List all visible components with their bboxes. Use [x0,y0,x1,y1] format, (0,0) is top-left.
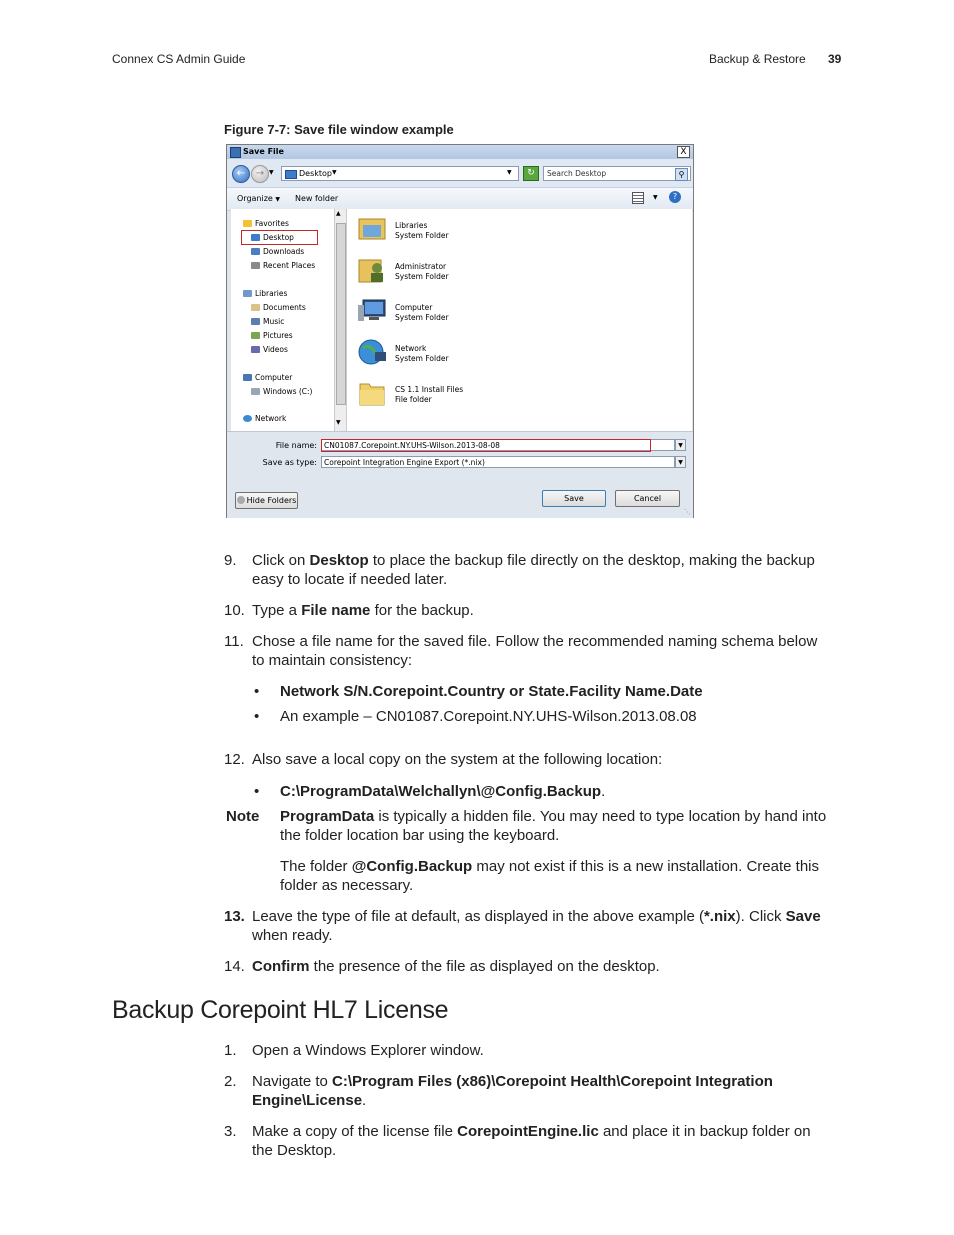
section-heading: Backup Corepoint HL7 License [112,996,449,1024]
music-icon [251,318,260,325]
organize-dropdown-icon: ▼ [275,196,281,203]
nav-computer[interactable] [243,373,292,382]
step-13 [252,907,852,945]
bullet-icon: • [254,708,260,725]
step-11-line-1: Chose a file name for the saved file. Follow the recommended naming schema below [252,633,818,650]
nav-computer-label: Computer [255,373,293,382]
step-11 [252,632,852,670]
step-number: 14. [224,958,245,975]
help-icon[interactable]: ? [669,191,681,203]
save-file-dialog [226,144,694,518]
step-9-text-c: to place the backup file directly on the desktop, making the backup [368,552,815,569]
note-p2-text-a: The folder [280,858,352,875]
note-p1-text-2: the folder location bar using the keyboard. [280,827,560,844]
step-10-text-a: Type a [252,602,302,619]
search-input[interactable] [543,166,691,181]
downloads-icon [251,248,260,255]
close-button[interactable]: X [677,146,690,158]
step-13-text-a: Leave the type of file at default, as displayed in the above example ( [252,908,704,925]
view-options-icon[interactable] [632,192,644,204]
section-title: Backup & Restore [709,52,806,66]
step-number: 12. [224,751,245,768]
scroll-up-icon[interactable]: ▲ [336,210,341,217]
desktop-highlight-box [241,230,318,245]
item-type: System Folder [395,313,449,322]
address-row [227,159,693,187]
hide-folders-button[interactable] [235,492,298,509]
organize-label: Organize [237,194,273,203]
item-type: System Folder [395,231,449,240]
save-as-type-label: Save as type: [262,458,317,467]
item-type: File folder [395,395,432,404]
backup-path-period: . [601,783,606,800]
address-dropdown-icon[interactable]: ▼ [507,169,512,176]
nav-network-label: Network [255,414,287,423]
save-as-type-dropdown-icon[interactable]: ▼ [675,456,686,468]
computer-icon [357,297,387,325]
item-name: Network [395,344,427,353]
user-folder-icon [357,256,387,284]
star-icon [243,220,252,227]
naming-schema: Network S/N.Corepoint.Country or State.Facility Name.Date [280,683,703,700]
step-13-nix: *.nix [703,908,736,925]
save-as-type-select[interactable]: Corepoint Integration Engine Export (*.nix) [321,456,675,468]
step-14-text: the presence of the file as displayed on the desktop. [309,958,660,975]
refresh-icon[interactable]: ↻ [523,166,539,181]
file-name-input[interactable]: CN01087.Corepoint.NY.UHS-Wilson.2013-08-08 [321,439,675,451]
address-text: Desktop [299,169,332,178]
nav-windows-c[interactable] [251,387,312,396]
license-step-2-period: . [362,1092,367,1109]
step-12: Also save a local copy on the system at the following location: [252,751,663,768]
note-config-backup: @Config.Backup [351,858,473,875]
note-p2-text-d: folder as necessary. [280,877,414,894]
page-number: 39 [828,52,842,66]
item-name: Administrator [395,262,447,271]
step-9-desktop: Desktop [309,552,369,569]
scroll-thumb[interactable] [336,223,346,405]
nav-libraries[interactable] [243,289,287,298]
nav-videos[interactable] [251,345,288,354]
step-9-text-d: easy to locate if needed later. [252,571,448,588]
nav-scrollbar[interactable] [334,209,346,431]
step-number: 11. [224,633,244,650]
bullet-icon: • [254,683,260,700]
file-name-dropdown-icon[interactable]: ▼ [675,439,686,451]
view-dropdown-icon[interactable]: ▼ [653,194,658,201]
libraries-icon [243,290,252,297]
file-name-highlight-box [321,439,651,452]
nav-documents[interactable] [251,303,306,312]
step-13-text-c: ). Click [735,908,786,925]
license-step-3-text-c: and place it in backup folder on [598,1123,811,1140]
note-label: Note [226,808,260,825]
file-name-label: File name: [275,441,317,450]
forward-arrow-icon[interactable]: → [251,165,269,183]
nav-recent-places-label: Recent Places [263,261,316,270]
nav-network[interactable] [243,414,286,423]
license-step-2-text: Navigate to [252,1073,333,1090]
step-14-confirm: Confirm [252,958,310,975]
license-step-3 [252,1122,852,1160]
cancel-button[interactable]: Cancel [615,490,680,507]
step-11-line-2: to maintain consistency: [252,652,413,669]
license-step-3-text-d: the Desktop. [252,1142,337,1159]
step-number: 13. [224,908,245,925]
desktop-icon [285,170,297,179]
license-file-name: CorepointEngine.lic [457,1123,599,1140]
search-placeholder: Search Desktop [547,169,607,178]
step-number: 3. [224,1123,237,1140]
nav-music[interactable] [251,317,284,326]
toolbar [227,187,693,211]
nav-videos-label: Videos [263,345,288,354]
item-name: CS 1.1 Install Files [395,385,464,394]
step-10-text-c: for the backup. [370,602,474,619]
scroll-down-icon[interactable]: ▼ [336,419,341,426]
note-programdata: ProgramData [280,808,375,825]
pictures-icon [251,332,260,339]
backup-path [280,782,605,801]
step-9-text-a: Click on [252,552,310,569]
nav-recent-places[interactable] [251,261,315,270]
folder-icon [357,379,387,407]
guide-title: Connex CS Admin Guide [112,52,246,66]
app-icon [230,147,241,158]
backup-path-text: C:\ProgramData\Welchallyn\@Config.Backup [280,783,602,800]
nav-libraries-label: Libraries [255,289,288,298]
item-type: System Folder [395,272,449,281]
step-number: 1. [224,1042,237,1059]
item-type: System Folder [395,354,449,363]
resize-grip-icon[interactable]: ⋱ [684,508,691,516]
documents-icon [251,304,260,311]
step-number: 2. [224,1073,237,1090]
nav-desktop-label: Desktop [263,233,294,242]
license-step-2 [252,1072,852,1110]
nav-windows-c-label: Windows (C:) [263,387,313,396]
collapse-icon [237,496,245,504]
hide-folders-label: Hide Folders [246,496,297,505]
nav-downloads[interactable] [251,247,304,256]
item-name: Computer [395,303,433,312]
step-number: 10. [224,602,245,619]
step-10-file-name: File name [301,602,371,619]
address-bar[interactable] [281,166,519,181]
step-13-save: Save [785,908,821,925]
organize-menu[interactable] [237,194,280,203]
navigation-pane [231,209,344,431]
item-name: Libraries [395,221,428,230]
note-paragraph-1 [280,807,855,845]
nav-favorites-label: Favorites [255,219,289,228]
license-step-3-text-a: Make a copy of the license file [252,1123,458,1140]
figure-caption: Figure 7-7: Save file window example [224,122,454,137]
nav-pictures[interactable] [251,331,293,340]
network-icon [357,338,387,366]
note-p1-text: is typically a hidden file. You may need to type location by hand into [374,808,827,825]
bullet-icon: • [254,783,260,800]
nav-downloads-label: Downloads [263,247,305,256]
note-paragraph-2 [280,857,855,895]
note-p2-text-c: may not exist if this is a new installation. Create this [472,858,820,875]
network-icon [243,415,252,422]
computer-icon [243,374,252,381]
license-path-2: Engine\License [252,1092,363,1109]
search-icon[interactable]: ⚲ [675,168,688,181]
nav-documents-label: Documents [263,303,306,312]
step-10 [252,601,474,620]
breadcrumb-arrow-icon[interactable]: ▼ [332,169,337,176]
step-9 [252,551,852,589]
naming-example: An example – CN01087.Corepoint.NY.UHS-Wilson.2013.08.08 [280,708,697,725]
step-13-text-e: when ready. [252,927,333,944]
videos-icon [251,346,260,353]
license-path-1: C:\Program Files (x86)\Corepoint Health\Corepoint Integration [332,1073,773,1090]
file-list [346,209,692,431]
new-folder-button[interactable]: New folder [295,194,339,203]
step-14 [252,957,660,976]
libraries-icon [357,215,387,243]
nav-favorites[interactable] [243,219,289,228]
step-number: 9. [224,552,237,569]
recent-places-icon [251,262,260,269]
license-step-1: Open a Windows Explorer window. [252,1042,484,1059]
dialog-titlebar [227,145,693,159]
nav-pictures-label: Pictures [263,331,293,340]
drive-icon [251,388,260,395]
save-button[interactable]: Save [542,490,606,507]
dialog-title: Save File [243,147,284,156]
back-arrow-icon[interactable]: ← [232,165,250,183]
save-options-panel [227,431,693,518]
recent-dropdown-icon[interactable]: ▼ [269,169,274,176]
nav-music-label: Music [263,317,285,326]
